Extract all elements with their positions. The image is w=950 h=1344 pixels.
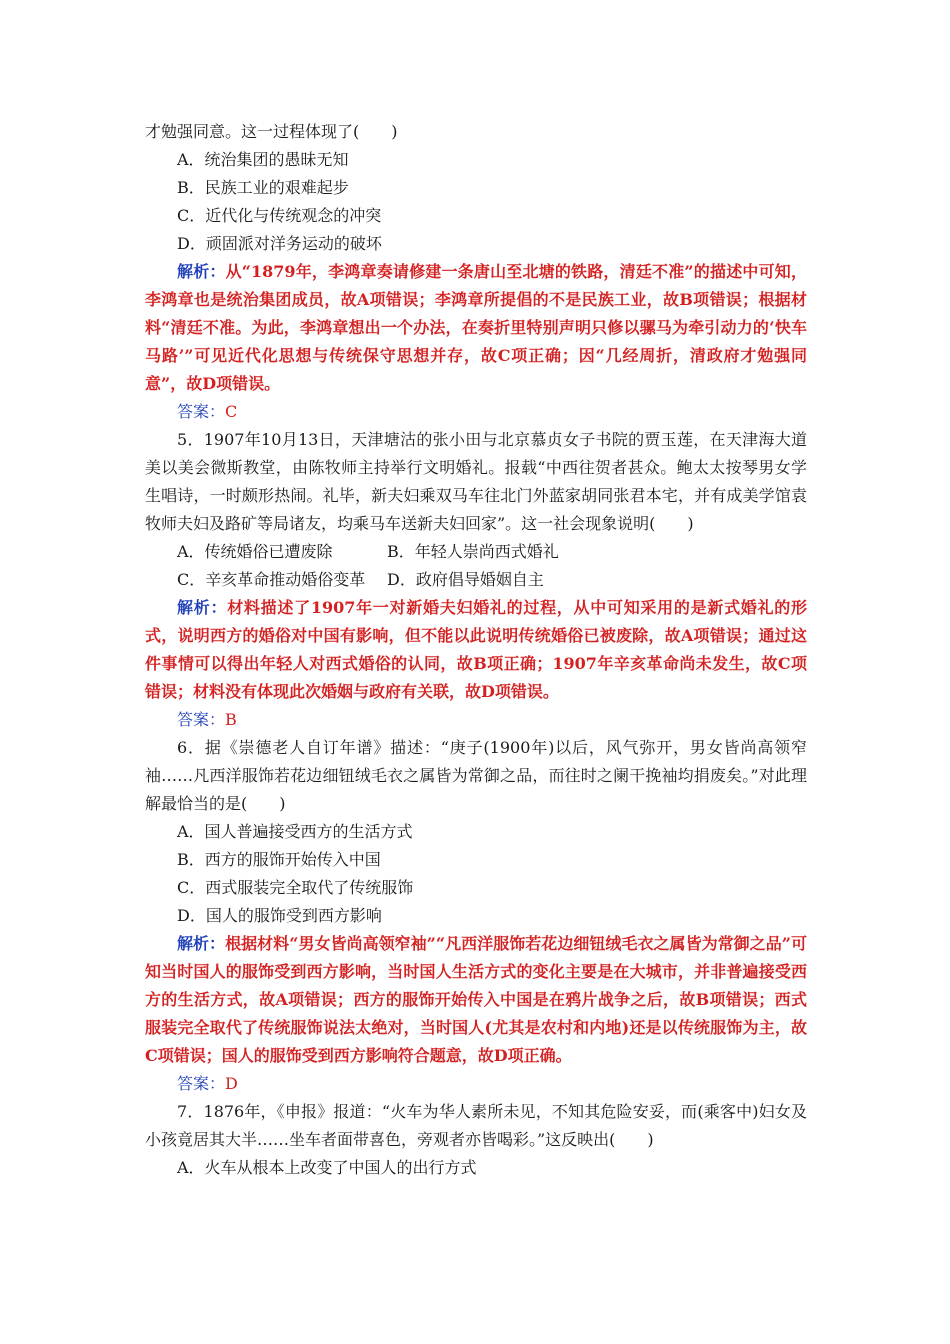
q5-analysis <box>145 594 807 706</box>
q5-options-row-1 <box>145 538 807 566</box>
q4-answer-value: C <box>225 402 238 421</box>
q5-option-d: D．政府倡导婚姻自主 <box>387 570 544 589</box>
q5-answer-label: 答案： <box>177 710 226 729</box>
q6-analysis-text: 根据材料“男女皆尚高领窄袖”“凡西洋服饰若花边细钮绒毛衣之属皆为常御之品”可知当时国人的服饰受到西方影响，当时国人生活方式的变化主要是在大城市，并非普遍接受西方的生活方式，故A项错误；西方的服饰开始传入中国是在鸦片战争之后，故B项错误；西式服装完全取代了传统服饰说法太绝对，当时国人(尤其是农村和内地)还是以传统服饰为主，故C项错误；国人的服饰受到西方影响符合题意，故D项正确。 <box>145 934 807 1065</box>
q4-option-a: A．统治集团的愚昧无知 <box>177 150 349 169</box>
q4-analysis-text: 从“1879年，李鸿章奏请修建一条唐山至北塘的铁路，清廷不准”的描述中可知，李鸿章也是统治集团成员，故A项错误；李鸿章所提倡的不是民族工业，故B项错误；根据材料“清廷不准。为此，李鸿章想出一个办法，在奏折里特别声明只修以骡马为牵引动力的‘快车马路’”可见近代化思想与传统保守思想并存，故C项正确；因“几经周折，清政府才勉强同意”，故D项错误。 <box>145 262 807 393</box>
q5-option-c: C．辛亥革命推动婚俗变革 <box>177 570 366 589</box>
q4-analysis-label: 解析： <box>177 262 226 281</box>
q4-answer <box>145 398 807 426</box>
q5-analysis-text: 材料描述了1907年一对新婚夫妇婚礼的过程，从中可知采用的是新式婚礼的形式，说明西方的婚俗对中国有影响，但不能以此说明传统婚俗已被废除，故A项错误；通过这件事情可以得出年轻人对西式婚俗的认同，故B项正确；1907年辛亥革命尚未发生，故C项错误；材料没有体现此次婚姻与政府有关联，故D项错误。 <box>145 598 807 701</box>
q5-answer-value: B <box>225 710 237 729</box>
document-page <box>145 118 807 1182</box>
q7-option-a: A．火车从根本上改变了中国人的出行方式 <box>177 1158 477 1177</box>
q6-option-d: D．国人的服饰受到西方影响 <box>177 906 382 925</box>
q5-options-row-2 <box>145 566 807 594</box>
q5-stem: 5．1907年10月13日，天津塘沽的张小田与北京慕贞女子书院的贾玉莲，在天津海大道美以美会微斯教堂，由陈牧师主持举行文明婚礼。报载“中西往贺者甚众。鲍太太按琴男女学生唱诗，一时颇形热闹。礼毕，新夫妇乘双马车往北门外蓝家胡同张君本宅，并有成美学馆袁牧师夫妇及路矿等局诸友，均乘马车送新夫妇回家”。这一社会现象说明( ) <box>145 430 807 533</box>
q5-analysis-label: 解析： <box>177 598 228 617</box>
q4-option-b: B．民族工业的艰难起步 <box>177 178 349 197</box>
q5-option-b: B．年轻人崇尚西式婚礼 <box>387 542 559 561</box>
q6-option-c: C．西式服装完全取代了传统服饰 <box>177 878 414 897</box>
q5-answer <box>145 706 807 734</box>
q7-stem: 7．1876年，《申报》报道：“火车为华人素所未见，不知其危险安妥，而(乘客中)妇女及小孩竟居其大半……坐车者面带喜色，旁观者亦皆喝彩。”这反映出( ) <box>145 1102 807 1149</box>
q5-option-a: A．传统婚俗已遭废除 <box>177 542 333 561</box>
q4-option-c: C．近代化与传统观念的冲突 <box>177 206 382 225</box>
q4-answer-label: 答案： <box>177 402 226 421</box>
q4-stem-tail: 才勉强同意。这一过程体现了( ) <box>145 122 398 141</box>
q4-option-d: D．顽固派对洋务运动的破坏 <box>177 234 382 253</box>
q6-answer <box>145 1070 807 1098</box>
q6-option-a: A．国人普遍接受西方的生活方式 <box>177 822 413 841</box>
q6-option-b: B．西方的服饰开始传入中国 <box>177 850 381 869</box>
q6-analysis-label: 解析： <box>177 934 226 953</box>
q6-answer-value: D <box>225 1074 238 1093</box>
q4-analysis <box>145 258 807 398</box>
q6-analysis <box>145 930 807 1070</box>
q6-stem: 6．据《崇德老人自订年谱》描述：“庚子(1900年)以后，风气弥开，男女皆尚高领窄袖……凡西洋服饰若花边细钮绒毛衣之属皆为常御之品，而往时之阑干挽袖均捐废矣。”对此理解最恰当的是( ) <box>145 738 807 813</box>
q6-answer-label: 答案： <box>177 1074 226 1093</box>
